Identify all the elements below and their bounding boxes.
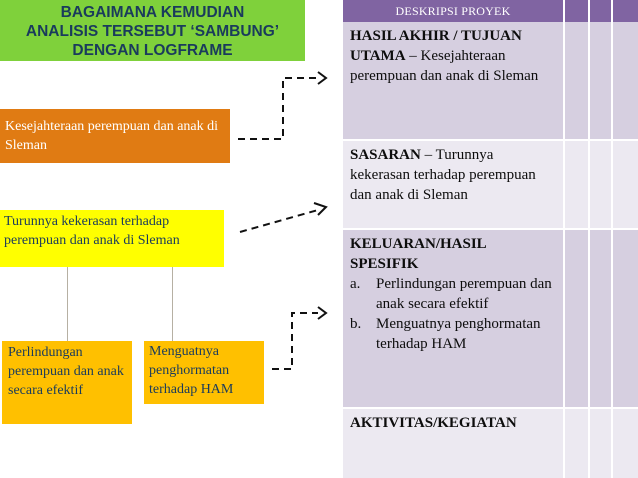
indicator-cell — [565, 22, 588, 139]
table-header-label: DESKRIPSI PROYEK — [395, 4, 511, 18]
header-divider — [588, 0, 590, 22]
indicator-cell — [565, 230, 588, 407]
logframe-table — [343, 0, 638, 478]
assumption-cell — [613, 409, 638, 478]
table-row-outputs — [343, 230, 638, 407]
activities-cell — [343, 409, 563, 478]
header-divider — [563, 0, 565, 22]
outputs-label: KELUARAN/HASIL SPESIFIK — [350, 236, 486, 272]
indicator-cell — [565, 409, 588, 478]
list-item — [350, 274, 557, 314]
verification-cell — [590, 409, 611, 478]
list-marker: a. — [350, 276, 361, 292]
outputs-list — [350, 274, 557, 354]
indicator-cell — [565, 141, 588, 228]
arrow-goal — [238, 78, 318, 139]
output-box-b: Menguatnya penghormatan terhadap HAM — [144, 341, 264, 404]
assumption-cell — [613, 230, 638, 407]
goal-cell — [343, 22, 563, 139]
assumption-cell — [613, 141, 638, 228]
list-item-text: Menguatnya penghormatan terhadap HAM — [376, 316, 541, 352]
verification-cell — [590, 22, 611, 139]
assumption-cell — [613, 22, 638, 139]
goal-box: Kesejahteraan perempuan dan anak di Sleman — [0, 109, 230, 163]
objective-box: Turunnya kekerasan terhadap perempuan dan anak di Sleman — [0, 210, 224, 267]
objective-separator: – — [420, 147, 436, 163]
list-marker: b. — [350, 316, 362, 332]
objective-cell — [343, 141, 563, 228]
table-row-objective — [343, 141, 638, 228]
goal-label: HASIL AKHIR / TUJUAN UTAMA — [350, 28, 522, 64]
activities-label: AKTIVITAS/KEGIATAN — [350, 415, 517, 431]
table-row-activities — [343, 409, 638, 478]
slide-title-line-2: ANALISIS TERSEBUT ‘SAMBUNG’ — [25, 22, 280, 40]
objective-label: SASARAN — [350, 147, 421, 163]
verification-cell — [590, 230, 611, 407]
verification-cell — [590, 141, 611, 228]
objective-text: Turunnya kekerasan terhadap perempuan dan anak di Sleman — [350, 147, 536, 203]
arrow-outputs — [272, 313, 318, 369]
list-item-text: Perlindungan perempuan dan anak secara efektif — [376, 276, 552, 312]
goal-separator: – — [405, 48, 421, 64]
outputs-cell — [343, 230, 563, 407]
table-row-goal — [343, 22, 638, 139]
arrow-objective — [240, 210, 318, 232]
table-header — [343, 0, 638, 22]
list-item — [350, 314, 557, 354]
slide-title-line-3: DENGAN LOGFRAME — [72, 41, 233, 59]
output-box-a: Perlindungan perempuan dan anak secara efektif — [2, 341, 132, 424]
header-divider — [611, 0, 613, 22]
slide-title-line-1: BAGAIMANA KEMUDIAN — [60, 3, 245, 21]
goal-text: Kesejahteraan perempuan dan anak di Sleman — [350, 48, 539, 84]
